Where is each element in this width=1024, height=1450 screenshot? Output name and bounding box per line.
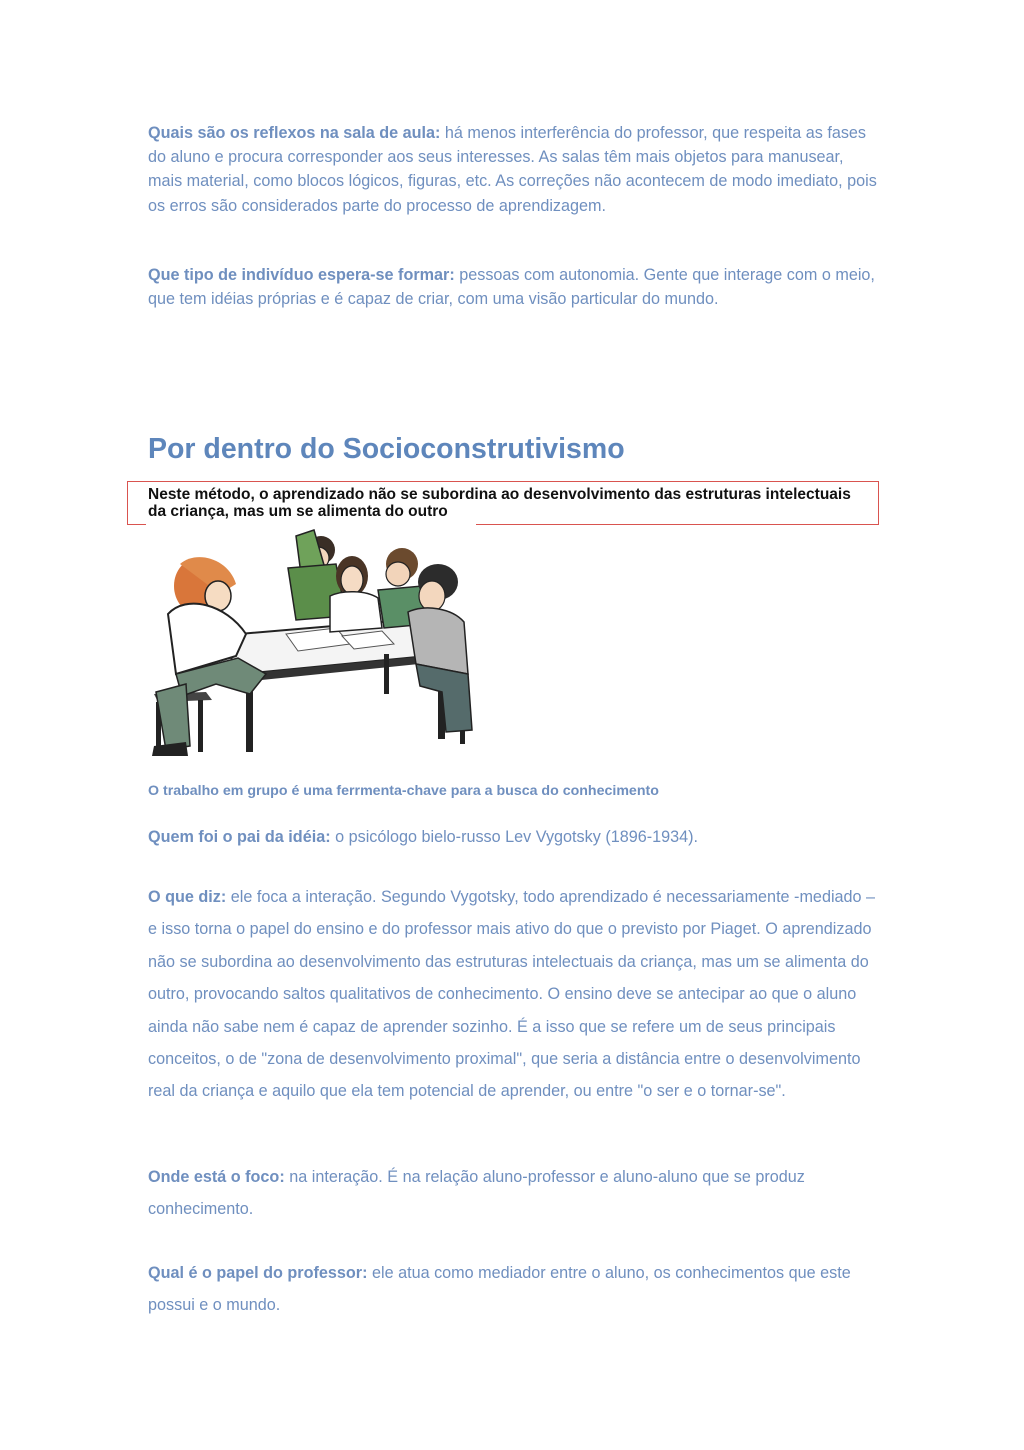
paragraph-o-que-diz-text: ele foca a interação. Segundo Vygotsky, todo aprendizado é necessariamente -mediado – e isso torna o papel do ensino e do professor mais ativo do que o previsto por Piaget. O aprendizado não se subordina ao desenvolvimento das estruturas intelectuais da criança, mas um se alimenta do outro, provocando saltos qualitativos de conhecimento. O ensino deve se antecipar ao que o aluno ainda não sabe nem é capaz de aprender sozinho. É a isso que se refere um de seus principais conceitos, o de "zona de desenvolvimento proximal", que seria a distância entre o desenvolvimento real da criança e aquilo que ela tem potencial de aprender, ou entre "o ser e o tornar-se". [148, 888, 876, 1101]
paragraph-papel-professor-text: ele atua como mediador entre o aluno, os conhecimentos que este possui e o mundo. [148, 1264, 851, 1315]
paragraph-papel-professor-label: Qual é o papel do professor: [148, 1264, 368, 1282]
paragraph-pai-da-ideia-text: o psicólogo bielo-russo Lev Vygotsky (1896-1934). [330, 828, 699, 846]
paragraph-papel-professor [148, 1257, 888, 1322]
paragraph-reflexos-label: Quais são os reflexos na sala de aula: [148, 124, 441, 142]
paragraph-individuo [148, 263, 880, 311]
paragraph-o-que-diz-label: O que diz: [148, 888, 227, 906]
section-subtitle: Neste método, o aprendizado não se subordina ao desenvolvimento das estruturas intelectuais da criança, mas um se alimenta do outro [148, 486, 851, 520]
paragraph-individuo-label: Que tipo de indivíduo espera-se formar: [148, 266, 455, 284]
paragraph-foco [148, 1161, 888, 1226]
paragraph-foco-text: na interação. É na relação aluno-professor e aluno-aluno que se produz conhecimento. [148, 1168, 805, 1219]
paragraph-individuo-text: pessoas com autonomia. Gente que interage com o meio, que tem idéias próprias e é capaz de criar, com uma visão particular do mundo. [148, 266, 875, 309]
paragraph-reflexos-text: há menos interferência do professor, que respeita as fases do aluno e procura corresponder aos seus interesses. As salas têm mais objetos para manusear, mais material, como blocos lógicos, figuras, etc. As correções não acontecem de modo imediato, pois os erros são considerados parte do processo de aprendizagem. [148, 124, 877, 215]
paragraph-foco-label: Onde está o foco: [148, 1168, 285, 1186]
paragraph-pai-da-ideia [148, 821, 888, 853]
section-heading: Por dentro do Socioconstrutivismo [148, 433, 625, 465]
group-of-students-at-table-illustration [146, 524, 476, 758]
paragraph-pai-da-ideia-label: Quem foi o pai da idéia: [148, 828, 331, 846]
paragraph-reflexos [148, 121, 880, 218]
image-caption: O trabalho em grupo é uma ferrmenta-chave para a busca do conhecimento [148, 783, 659, 799]
paragraph-o-que-diz [148, 881, 888, 1108]
